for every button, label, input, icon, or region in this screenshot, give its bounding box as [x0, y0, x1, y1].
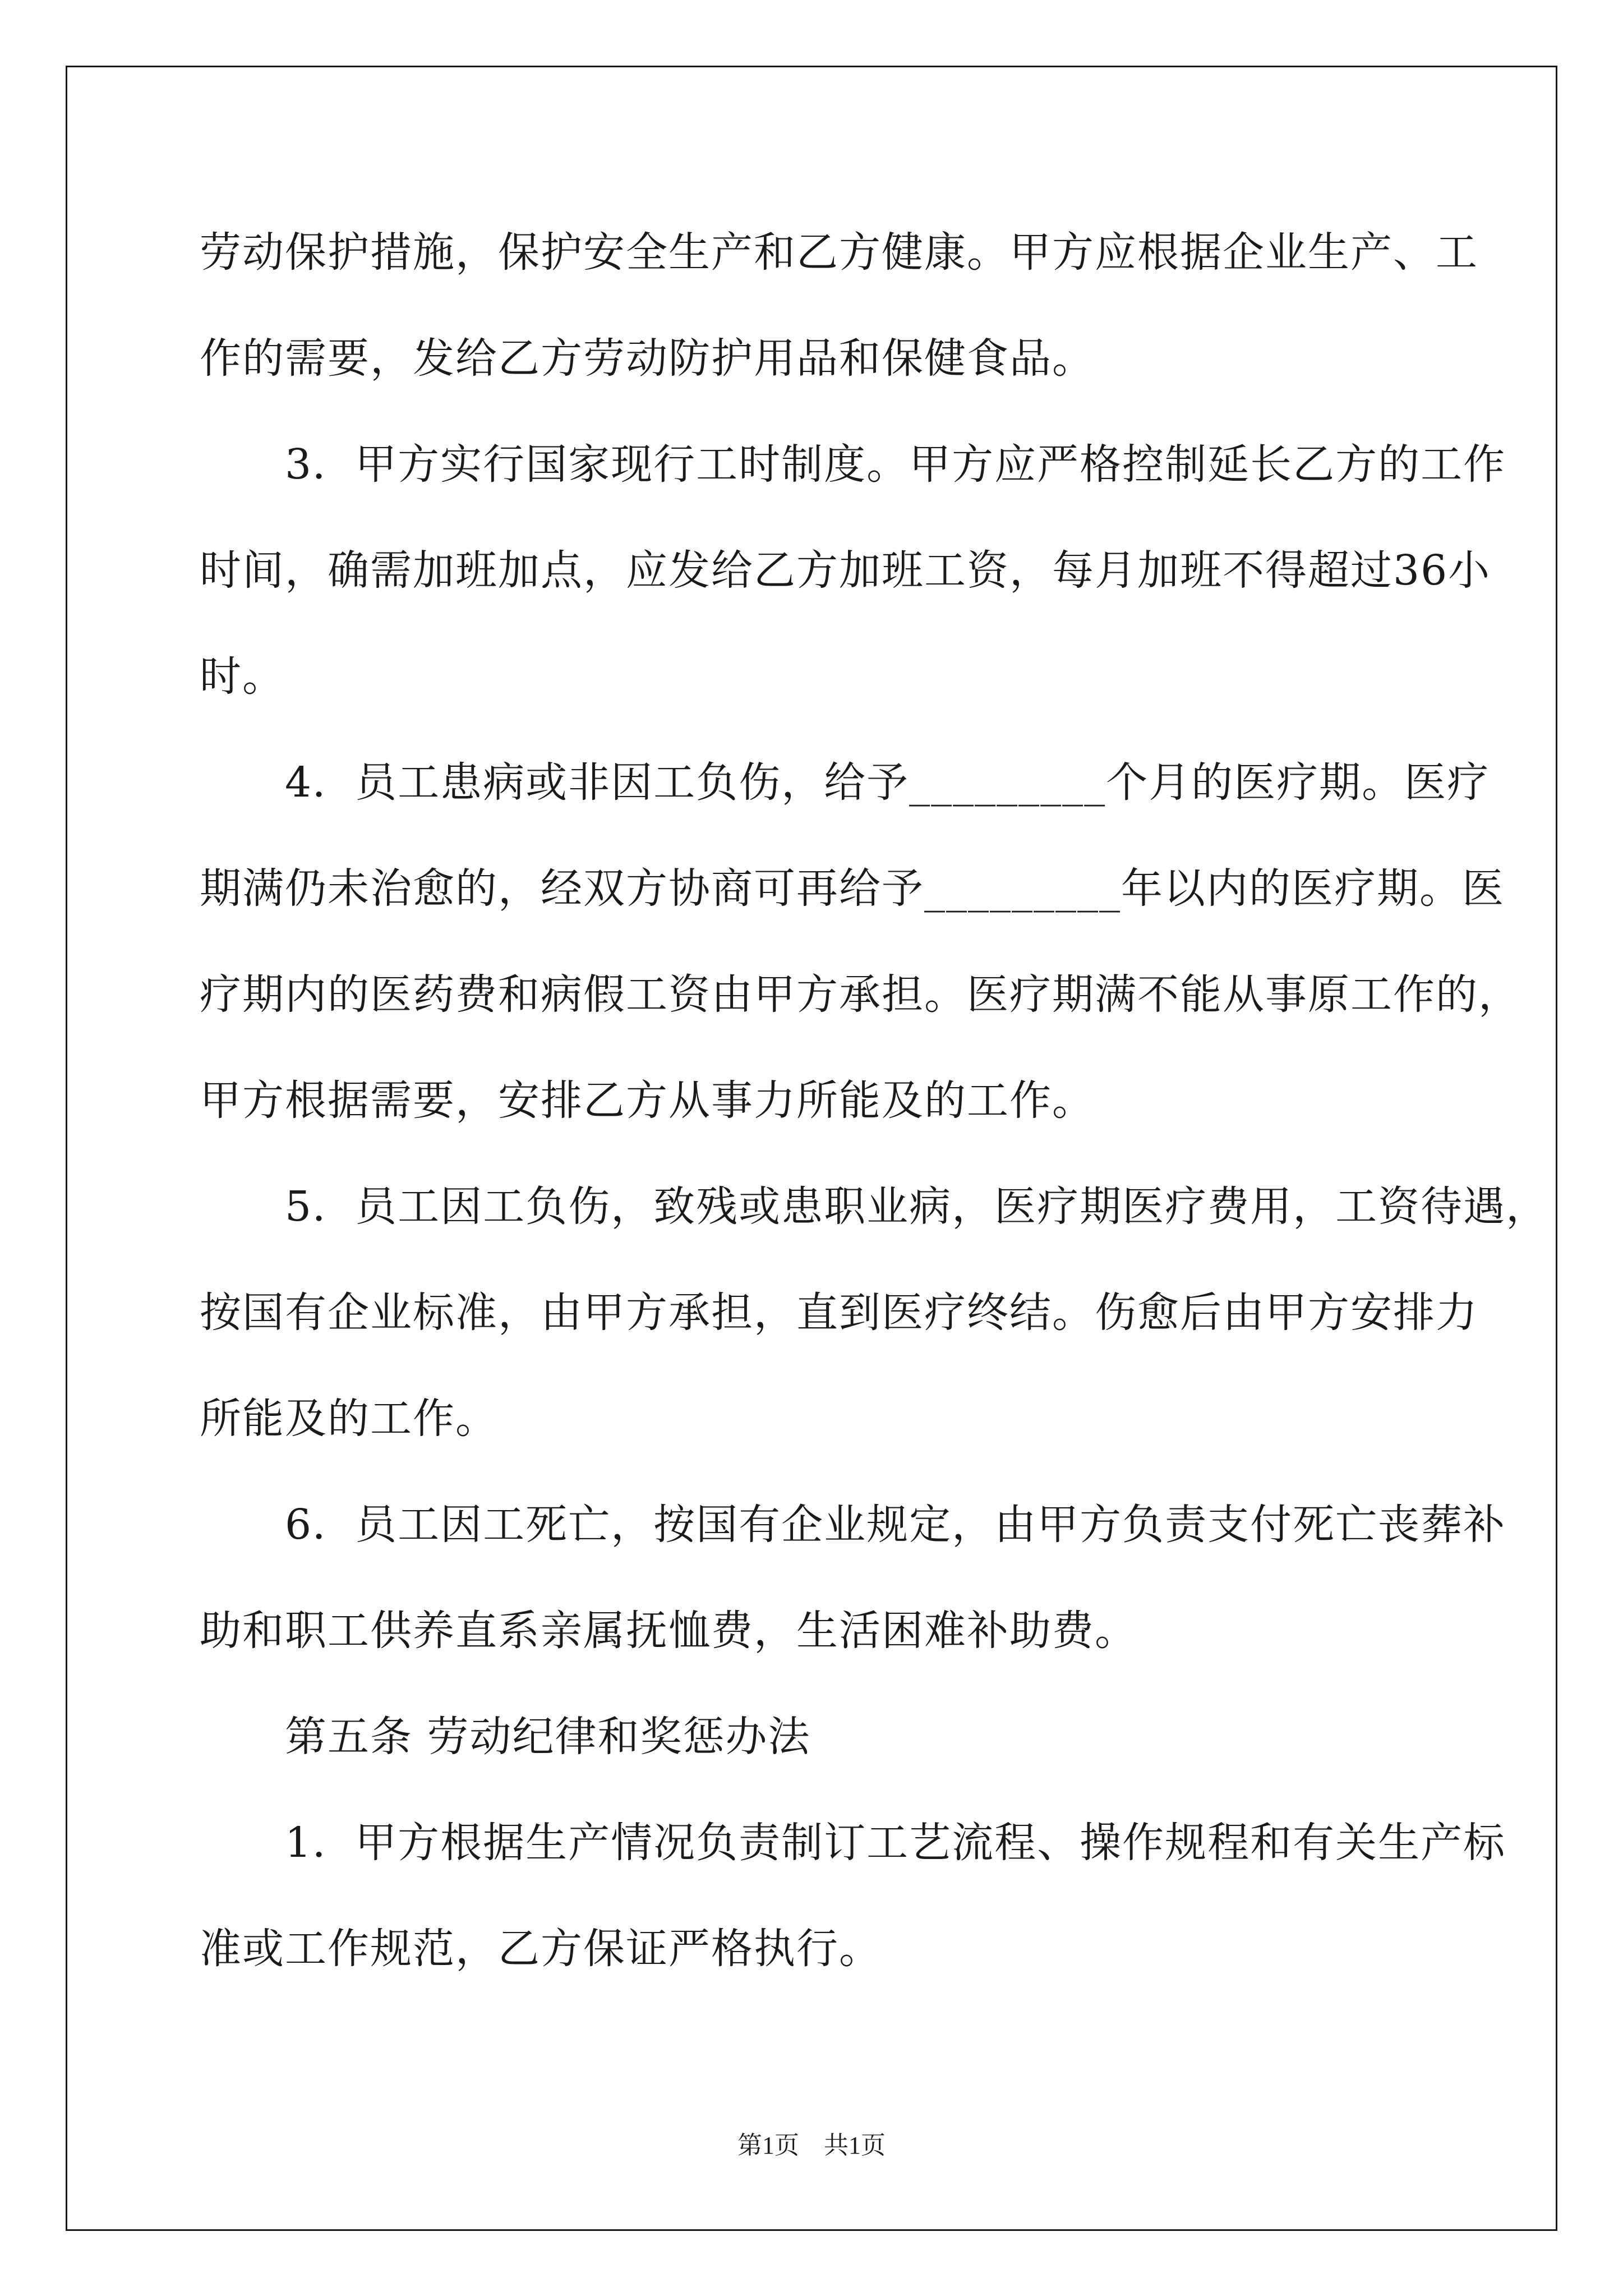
text-line: 疗期内的医药费和病假工资由甲方承担。医疗期满不能从事原工作的，	[200, 970, 1521, 1019]
section-heading: 第五条 劳动纪律和奖惩办法	[200, 1713, 811, 1761]
text-line: 作的需要，发给乙方劳动防护用品和保健食品。	[200, 334, 1095, 383]
text-line: 5．员工因工负伤，致残或患职业病，医疗期医疗费用，工资待遇，	[200, 1182, 1549, 1231]
text-line: 劳动保护措施，保护安全生产和乙方健康。甲方应根据企业生产、工	[200, 228, 1478, 277]
text-line: 按国有企业标准，由甲方承担，直到医疗终结。伤愈后由甲方安排力	[200, 1289, 1478, 1337]
text-line: 准或工作规范，乙方保证严格执行。	[200, 1925, 882, 1973]
text-line: 6．员工因工死亡，按国有企业规定，由甲方负责支付死亡丧葬补	[200, 1501, 1506, 1549]
text-line: 1．甲方根据生产情况负责制订工艺流程、操作规程和有关生产标	[200, 1819, 1506, 1867]
text-line: 4．员工患病或非因工负伤，给予_________个月的医疗期。医疗	[200, 758, 1490, 807]
text-line: 所能及的工作。	[200, 1395, 498, 1443]
text-line: 期满仍未治愈的，经双方协商可再给予_________年以内的医疗期。医	[200, 864, 1505, 913]
text-line: 助和职工供养直系亲属抚恤费，生活困难补助费。	[200, 1607, 1137, 1655]
text-line: 甲方根据需要，安排乙方从事力所能及的工作。	[200, 1076, 1095, 1125]
page-border	[66, 66, 1557, 2231]
text-line: 时。	[200, 652, 285, 701]
text-line: 3．甲方实行国家现行工时制度。甲方应严格控制延长乙方的工作	[200, 440, 1506, 489]
page-number-footer: 第1页 共1页	[737, 2132, 886, 2159]
text-line: 时间，确需加班加点，应发给乙方加班工资，每月加班不得超过36小	[200, 546, 1491, 595]
